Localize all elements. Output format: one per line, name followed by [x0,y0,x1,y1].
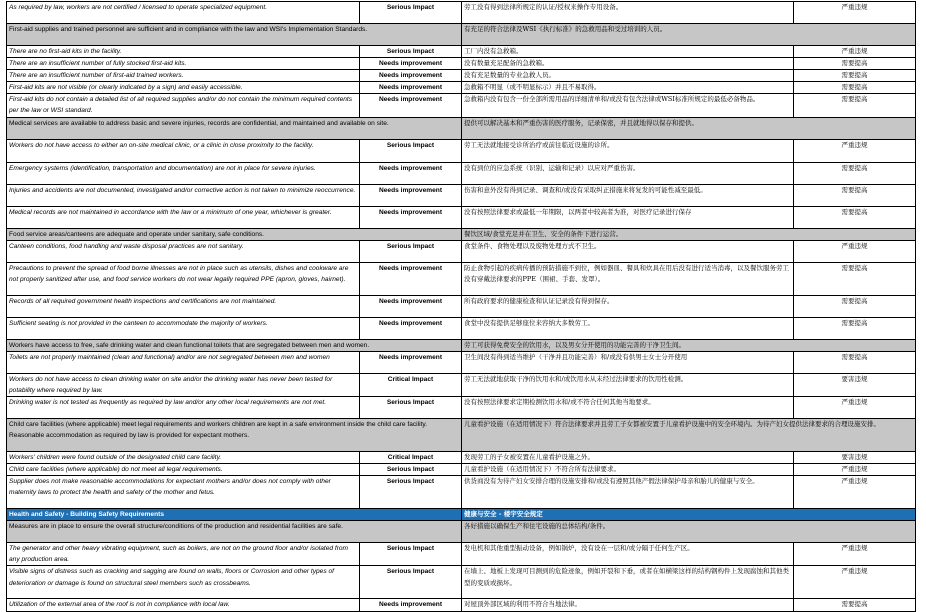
impact-level: Serious Impact [360,464,462,476]
violation-level-chinese: 严重违规 [794,2,916,24]
violation-level-chinese: 需要提高 [794,295,916,317]
category-title-chinese: 有充足的符合法律及WSI《执行标准》的急救用品和受过培训的人员。 [462,24,916,46]
requirement-text-chinese: 食堂中没有提供足够座位来容纳大多数劳工。 [462,317,794,339]
table-row [7,139,916,162]
requirement-text-chinese: 劳工无法就地接受诊所治疗或前往临近设施的诊所。 [462,139,794,162]
requirement-text-chinese: 对屋顶外部区域的利用不符合当地法律。 [462,599,794,611]
violation-level-chinese: 严重违规 [794,396,916,418]
audit-checklist-table [6,1,916,612]
requirement-text-chinese: 劳工没有得到法律所规定的认证/授权来操作专用设备。 [462,2,794,24]
table-row [7,543,916,566]
category-row [7,339,916,351]
table-row [7,373,916,396]
table-row [7,58,916,70]
requirement-text: Records of all required government health inspections and certifications are not maintained. [7,295,360,317]
requirement-text: Visible signs of distress such as cracking and sagging are found on walls, floors or Corrosion and other types of deterioration or damage is found on structural steel members such as crossbeams. [7,566,360,599]
category-row [7,117,916,139]
table-row [7,70,916,82]
impact-level: Needs improvement [360,295,462,317]
table-row [7,94,916,117]
category-title: Medical services are available to address basic and severe injuries, records are confidential, and maintained and available on site. [7,117,462,139]
impact-level: Serious Impact [360,46,462,58]
requirement-text-chinese: 儿童看护设施（在适用情况下）不符合所有法律要求。 [462,464,794,476]
impact-level: Serious Impact [360,240,462,262]
requirement-text: Drinking water is not tested as frequently as required by law and/or any other local requirements are not met. [7,396,360,418]
requirement-text: Emergency systems (identification, transportation and documentation) are not in place for severe injuries. [7,162,360,184]
requirement-text-chinese: 所有政府要求的健康检查和认证记录没有得到保存。 [462,295,794,317]
impact-level: Needs improvement [360,58,462,70]
table-row [7,396,916,418]
requirement-text-chinese: 伤害和意外没有得到记录、调查和/或没有采取纠正措施来将复发的可能性减至最低。 [462,184,794,206]
table-row [7,46,916,58]
impact-level: Needs improvement [360,599,462,611]
requirement-text: As required by law, workers are not certified / licensed to operate specialized equipment. [7,2,360,24]
requirement-text-chinese: 食堂条件、食物处理以及废物处理方式不卫生。 [462,240,794,262]
table-row [7,295,916,317]
impact-level: Serious Impact [360,543,462,566]
violation-level-chinese: 需要提高 [794,58,916,70]
section-title: Health and Safety - Building Safety Requirements [7,509,462,521]
category-row [7,228,916,240]
impact-level: Needs improvement [360,351,462,373]
category-title-chinese: 提供可以解决基本和严重伤害的医疗服务，记录保密，并且就地得以保存和提供。 [462,117,916,139]
table-row [7,206,916,228]
requirement-text: First-aid kits are not visible (or clearly indicated by a sign) and easily accessible. [7,82,360,94]
requirement-text-chinese: 没有按照法律要求定期检测饮用水和/或不符合任何其他当地要求。 [462,396,794,418]
violation-level-chinese: 需要提高 [794,351,916,373]
requirement-text: Workers' children were found outside of the designated child care facility. [7,451,360,463]
violation-level-chinese: 严重违规 [794,240,916,262]
category-title: Food service areas/canteens are adequate and operate under sanitary, safe conditions. [7,228,462,240]
violation-level-chinese: 需要提高 [794,184,916,206]
violation-level-chinese: 需要提高 [794,599,916,611]
table-row [7,351,916,373]
section-header-row [7,509,916,521]
impact-level: Needs improvement [360,70,462,82]
impact-level: Needs improvement [360,184,462,206]
violation-level-chinese: 需要提高 [794,82,916,94]
violation-level-chinese: 要害违规 [794,451,916,463]
requirement-text: First-aid kits do not contain a detailed list of all required supplies and/or do not contain the minimum required contents per the law or WSI standard. [7,94,360,117]
category-row [7,24,916,46]
requirement-text-chinese: 没有到位的应急系统（识别、运输和记录）以应对严重伤害。 [462,162,794,184]
requirement-text-chinese: 在墙上、地板上发现可目测到的危险迹象，例如开裂和下垂，或者在如横梁这样的结构钢构件上发现腐蚀和其他类型的变质或损坏。 [462,566,794,599]
violation-level-chinese: 严重违规 [794,476,916,509]
requirement-text-chinese: 急救箱不明显（或不明显标示）并且不易取得。 [462,82,794,94]
impact-level: Serious Impact [360,476,462,509]
requirement-text: There are no first-aid kits in the facility. [7,46,360,58]
requirement-text-chinese: 工厂内没有急救箱。 [462,46,794,58]
violation-level-chinese: 需要提高 [794,70,916,82]
category-title-chinese: 餐饮区域/食堂充足并在卫生、安全的条件下进行运营。 [462,228,916,240]
requirement-text-chinese: 急救箱内没有包含一份全部所需用品的详细清单和/或没有包含法律或WSI标准所规定的最低必备物品。 [462,94,794,117]
requirement-text: Workers do not have access to clean drinking water on site and/or the drinking water has never been tested for potability where required by law. [7,373,360,396]
requirement-text: Sufficient seating is not provided in the canteen to accommodate the majority of workers. [7,317,360,339]
violation-level-chinese: 严重违规 [794,46,916,58]
violation-level-chinese: 需要提高 [794,206,916,228]
requirement-text-chinese: 发电机和其他重型振动设备，例如锅炉，没有设在一层和/或分隔于任何生产区。 [462,543,794,566]
requirement-text: Injuries and accidents are not documented, investigated and/or corrective action is not taken to minimize reoccurrence. [7,184,360,206]
requirement-text: There are an insufficient number of first-aid trained workers. [7,70,360,82]
violation-level-chinese: 需要提高 [794,94,916,117]
category-title: First-aid supplies and trained personnel are sufficient and in compliance with the law and WSI's Implementation Standards. [7,24,462,46]
table-row [7,599,916,611]
table-row [7,566,916,599]
table-row [7,184,916,206]
requirement-text-chinese: 供货商没有为待产妇女安排合理的设施安排和/或没有遵照其他产假法律保护母亲和胎儿的健康与安全。 [462,476,794,509]
violation-level-chinese: 严重违规 [794,139,916,162]
category-title-chinese: 劳工可获得免费安全的饮用水，以及男女分开使用的功能完善的干净卫生间。 [462,339,916,351]
impact-level: Critical Impact [360,451,462,463]
impact-level: Needs improvement [360,206,462,228]
violation-level-chinese: 严重违规 [794,566,916,599]
requirement-text-chinese: 没有按照法律要求或最低一年期限，以两者中较高者为准，对医疗记录进行保存 [462,206,794,228]
requirement-text-chinese: 劳工无法就地获取干净的饮用水和/或饮用水从未经过法律要求的饮用性检测。 [462,373,794,396]
table-row [7,476,916,509]
requirement-text: Toilets are not properly maintained (clean and functional) and/or are not segregated between men and women [7,351,360,373]
requirement-text: There are an insufficient number of fully stocked first-aid kits. [7,58,360,70]
table-row [7,2,916,24]
violation-level-chinese: 需要提高 [794,162,916,184]
audit-checklist-body [7,2,916,612]
requirement-text: Child care facilities (where applicable) do not meet all legal requirements. [7,464,360,476]
table-row [7,162,916,184]
table-row [7,82,916,94]
impact-level: Serious Impact [360,566,462,599]
impact-level: Needs improvement [360,94,462,117]
violation-level-chinese: 要害违规 [794,373,916,396]
table-row [7,317,916,339]
impact-level: Critical Impact [360,373,462,396]
requirement-text-chinese: 发现劳工的子女被安置在儿童看护设施之外。 [462,451,794,463]
requirement-text: Utilization of the external area of the roof is not in compliance with local law. [7,599,360,611]
requirement-text: Canteen conditions, food handling and waste disposal practices are not sanitary. [7,240,360,262]
table-row [7,262,916,295]
category-row [7,521,916,543]
requirement-text: Supplier does not make reasonable accommodations for expectant mothers and/or does not comply with other maternity laws to protect the health and safety of the mother and fetus. [7,476,360,509]
category-title-chinese: 各好措施以确保生产和住宅设施的总体结构/条件。 [462,521,916,543]
requirement-text: Medical records are not maintained in accordance with the law or a minimum of one year, whichever is greater. [7,206,360,228]
impact-level: Needs improvement [360,317,462,339]
category-title: Measures are in place to ensure the overall structure/conditions of the production and residential facilities are safe. [7,521,462,543]
violation-level-chinese: 严重违规 [794,543,916,566]
impact-level: Needs improvement [360,262,462,295]
impact-level: Serious Impact [360,396,462,418]
violation-level-chinese: 严重违规 [794,464,916,476]
violation-level-chinese: 需要提高 [794,317,916,339]
requirement-text-chinese: 没有充足数量的专业急救人员。 [462,70,794,82]
requirement-text-chinese: 没有数量充足配备的急救箱。 [462,58,794,70]
table-row [7,451,916,463]
table-row [7,464,916,476]
requirement-text-chinese: 防止食物引起的疾病传播的预防措施不到位，例如器皿、餐具和炊具在用后没有进行适当消毒，以及餐饮服务劳工没有穿戴法律要求的PPE（围裙、手套、发罩）。 [462,262,794,295]
requirement-text: Precautions to prevent the spread of food borne illnesses are not in place such as utensils, dishes and cookware are not properly sanitized after use, and food service workers do not wear legally required PPE (apron, gloves, hairnet). [7,262,360,295]
requirement-text-chinese: 卫生间没有得到适当维护（干净并且功能完善）和/或没有供男士女士分开使用 [462,351,794,373]
requirement-text: Workers do not have access to either an on-site medical clinic, or a clinic in close proximity to the facility. [7,139,360,162]
section-title-chinese: 健康与安全 - 楼宇安全规定 [462,509,916,521]
category-title-chinese: 儿童看护设施（在适用情况下）符合法律要求并且劳工子女都被安置于儿童看护设施中的安全环境内。为待产妇女提供法律要求的合理设施安排。 [462,418,916,451]
violation-level-chinese: 需要提高 [794,262,916,295]
category-row [7,418,916,451]
category-title: Child care facilities (where applicable) meet legal requirements and workers children are kept in a safe environment inside the child care facility. Reasonable accommodation as required by law is provided for expectant mothers. [7,418,462,451]
impact-level: Serious Impact [360,2,462,24]
table-row [7,240,916,262]
impact-level: Needs improvement [360,82,462,94]
requirement-text: The generator and other heavy vibrating equipment, such as boilers, are not on the ground floor and/or isolated from any production area. [7,543,360,566]
impact-level: Needs improvement [360,162,462,184]
category-title: Workers have access to free, safe drinking water and clean functional toilets that are segregated between men and women. [7,339,462,351]
impact-level: Serious Impact [360,139,462,162]
